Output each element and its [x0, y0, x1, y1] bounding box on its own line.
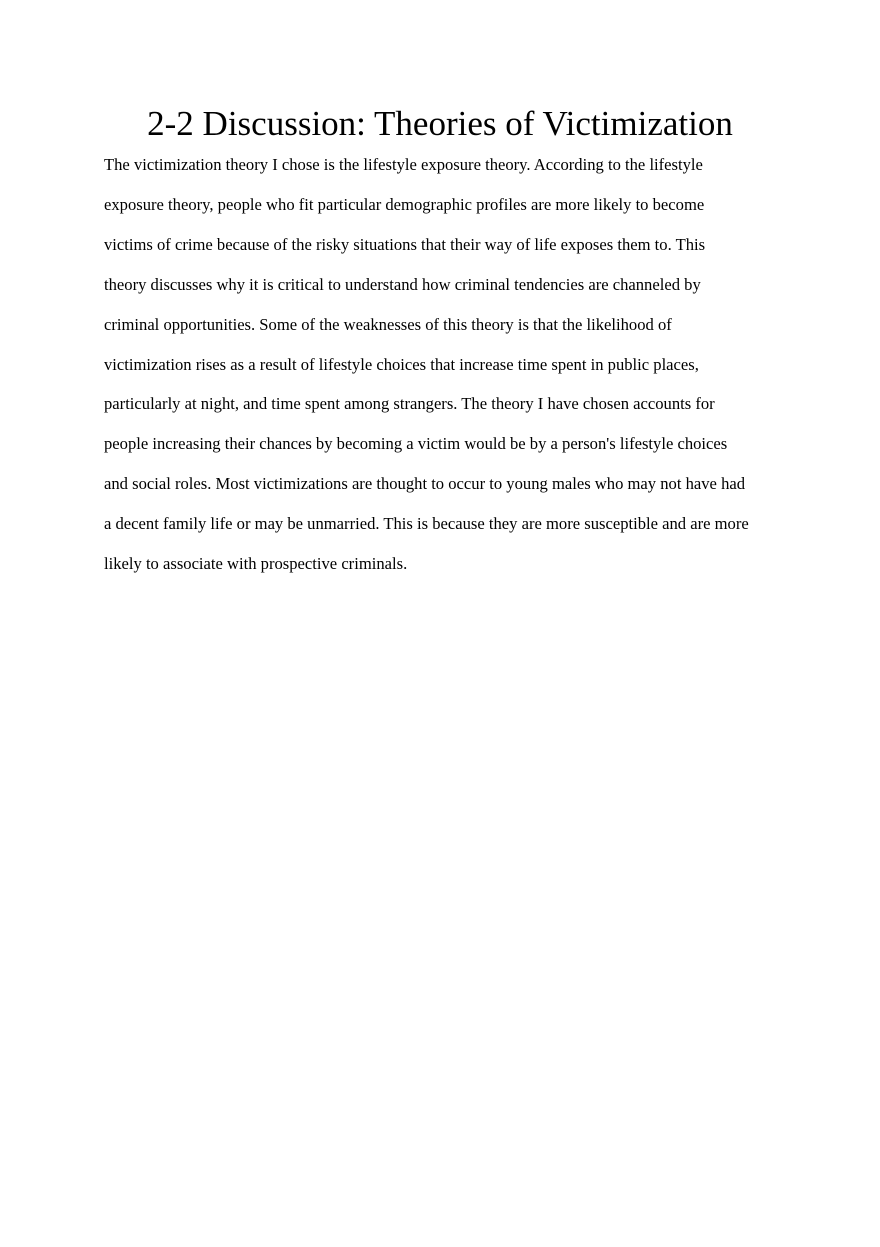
body-line: a decent family life or may be unmarried. This is because they are more susceptible and are more [104, 514, 749, 534]
body-line: people increasing their chances by becoming a victim would be by a person's lifestyle choices [104, 434, 728, 454]
body-line: exposure theory, people who fit particular demographic profiles are more likely to become [104, 194, 705, 214]
body-line: victims of crime because of the risky situations that their way of life exposes them to. This [104, 234, 706, 254]
body-line: and social roles. Most victimizations are thought to occur to young males who may not have had [104, 474, 746, 494]
body-line: theory discusses why it is critical to understand how criminal tendencies are channeled by [104, 274, 701, 294]
body-line: victimization rises as a result of lifestyle choices that increase time spent in public places, [104, 354, 699, 374]
document-title: 2-2 Discussion: Theories of Victimization [147, 104, 733, 143]
body-line: particularly at night, and time spent among strangers. The theory I have chosen accounts for [104, 394, 715, 414]
body-line: criminal opportunities. Some of the weaknesses of this theory is that the likelihood of [104, 314, 672, 334]
body-line: likely to associate with prospective criminals. [104, 554, 408, 574]
body-line: The victimization theory I chose is the lifestyle exposure theory. According to the lifestyle [104, 155, 703, 174]
document-body [104, 145, 804, 584]
